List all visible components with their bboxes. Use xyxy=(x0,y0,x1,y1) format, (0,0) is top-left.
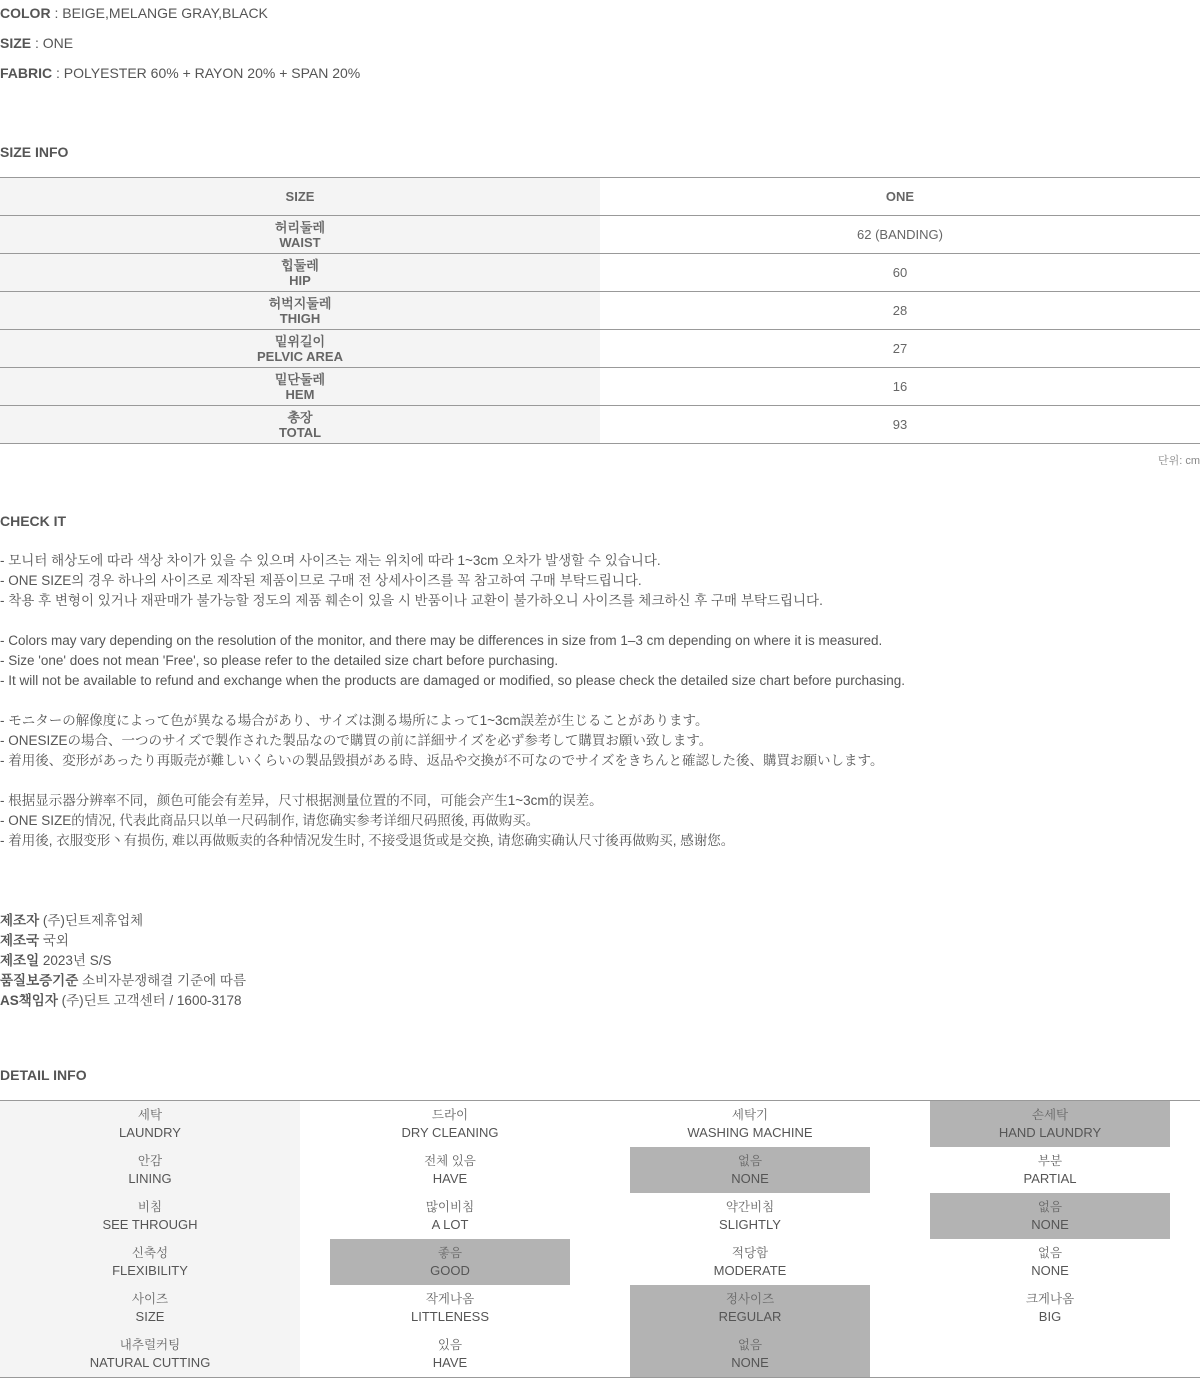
detail-option-inner xyxy=(630,1101,870,1147)
detail-row-label xyxy=(0,1285,300,1331)
spec-size xyxy=(0,35,73,51)
detail-option xyxy=(900,1331,1200,1377)
detail-option-ko: 작게나옴 xyxy=(425,1292,475,1306)
detail-label-en: LAUNDRY xyxy=(119,1125,181,1140)
maker-label: AS책임자 xyxy=(0,993,58,1008)
detail-row-label xyxy=(0,1331,300,1377)
detail-option-inner xyxy=(930,1285,1170,1331)
detail-option-ko: 없음 xyxy=(737,1338,763,1352)
detail-option-ko: 정사이즈 xyxy=(725,1292,775,1306)
detail-label-inner xyxy=(0,1147,300,1193)
detail-option-en: NONE xyxy=(1031,1263,1069,1278)
detail-label-en: NATURAL CUTTING xyxy=(89,1355,211,1370)
size-row-thigh xyxy=(0,291,1200,329)
detail-option-inner xyxy=(330,1331,570,1377)
detail-option-selected xyxy=(330,1239,570,1285)
detail-table xyxy=(0,1100,1200,1378)
detail-option xyxy=(300,1331,600,1377)
detail-option-ko: 없음 xyxy=(1037,1246,1063,1260)
check-group-en xyxy=(0,631,905,691)
detail-option-ko: 적당함 xyxy=(731,1246,769,1260)
detail-label-en: SEE THROUGH xyxy=(102,1217,198,1232)
spec-label: COLOR xyxy=(0,5,51,21)
check-it-title: CHECK IT xyxy=(0,513,67,529)
maker-line xyxy=(0,911,246,931)
size-row-label xyxy=(0,330,600,367)
detail-option-inner xyxy=(330,1193,570,1239)
detail-option-en: MODERATE xyxy=(713,1263,787,1278)
check-line: - 根据显示器分辨率不同，颜色可能会有差异，尺寸根据测量位置的不同，可能会产生1~3cm的误差。 xyxy=(0,793,603,808)
maker-value: 소비자분쟁해결 기준에 따름 xyxy=(78,973,246,988)
detail-label-en: FLEXIBILITY xyxy=(112,1263,188,1278)
maker-line xyxy=(0,951,246,971)
detail-option-inner xyxy=(630,1193,870,1239)
size-label-en: HIP xyxy=(289,272,311,288)
check-line: - It will not be available to refund and exchange when the products are damaged or modified, so please check the detailed size chart before purchasing. xyxy=(0,673,906,688)
detail-option xyxy=(300,1147,600,1193)
size-label-ko: 허벅지둘레 xyxy=(268,295,332,311)
size-table-header xyxy=(0,178,1200,215)
detail-label-inner xyxy=(0,1285,300,1331)
detail-option-selected xyxy=(930,1101,1170,1147)
detail-info-title: DETAIL INFO xyxy=(0,1067,87,1083)
detail-option-en: NONE xyxy=(731,1171,769,1186)
detail-label-ko: 내추럴커팅 xyxy=(119,1338,181,1352)
detail-label-en: LINING xyxy=(128,1171,172,1186)
maker-line xyxy=(0,971,246,991)
size-label-en: TOTAL xyxy=(278,424,322,440)
check-line: - Colors may vary depending on the resolution of the monitor, and there may be differences in size from 1–3 cm depending on where it is measured. xyxy=(0,633,883,648)
detail-row-label xyxy=(0,1239,300,1285)
detail-row-label xyxy=(0,1193,300,1239)
size-label-en: PELVIC AREA xyxy=(257,348,343,364)
size-row-label xyxy=(0,406,600,443)
spec-label: SIZE xyxy=(0,35,32,51)
detail-option xyxy=(600,1101,900,1147)
detail-option-inner xyxy=(930,1239,1170,1285)
maker-line xyxy=(0,991,246,1011)
size-row-pelvic xyxy=(0,329,1200,367)
maker-label: 제조자 xyxy=(0,913,40,928)
detail-option-en: LITTLENESS xyxy=(410,1309,490,1324)
check-line: - 着用後, 衣服变形丶有损伤, 难以再做贩卖的各种情况发生时, 不接受退货或是交换, 请您确实确认尺寸後再做购买, 感谢您。 xyxy=(0,833,735,848)
size-row-hem xyxy=(0,367,1200,405)
size-row-label xyxy=(0,368,600,405)
size-row-value: 93 xyxy=(892,417,908,432)
size-label-ko: 힙둘레 xyxy=(281,257,319,273)
detail-label-ko: 비침 xyxy=(137,1200,163,1214)
check-group-ko xyxy=(0,551,823,611)
detail-option-inner xyxy=(330,1285,570,1331)
detail-option-en: BIG xyxy=(1038,1309,1062,1324)
size-row-value: 16 xyxy=(892,379,908,394)
detail-label-ko: 사이즈 xyxy=(131,1292,169,1306)
maker-value: 2023년 S/S xyxy=(39,953,112,968)
detail-option-inner xyxy=(330,1101,570,1147)
size-label-en: HEM xyxy=(285,386,315,402)
check-line: - ONE SIZE的情况, 代表此商品只以单一尺码制作, 请您确实参考详细尺码照後, 再做购买。 xyxy=(0,813,540,828)
detail-option-en: SLIGHTLY xyxy=(719,1217,781,1232)
size-label-en: THIGH xyxy=(279,310,321,326)
detail-option-inner xyxy=(630,1239,870,1285)
detail-label-inner xyxy=(0,1101,300,1147)
detail-option xyxy=(900,1193,1200,1239)
detail-option-en: REGULAR xyxy=(718,1309,782,1324)
size-row-value: 60 xyxy=(892,265,908,280)
check-line: - 착용 후 변형이 있거나 재판매가 불가능할 정도의 제품 훼손이 있을 시 반품이나 교환이 불가하오니 사이즈를 체크하신 후 구매 부탁드립니다. xyxy=(0,593,823,608)
detail-option-inner xyxy=(930,1331,1170,1377)
detail-option xyxy=(300,1101,600,1147)
spec-color xyxy=(0,5,268,21)
detail-label-inner xyxy=(0,1193,300,1239)
spec-value: : POLYESTER 60% + RAYON 20% + SPAN 20% xyxy=(52,65,361,81)
detail-option-ko: 부분 xyxy=(1037,1154,1063,1168)
detail-label-ko: 신축성 xyxy=(131,1246,169,1260)
maker-value: (주)딘트제휴업체 xyxy=(39,913,144,928)
spec-fabric xyxy=(0,65,360,81)
detail-option xyxy=(900,1239,1200,1285)
detail-option-ko: 좋음 xyxy=(437,1246,463,1260)
size-label-ko: 밑위길이 xyxy=(274,333,326,349)
detail-label-inner xyxy=(0,1331,300,1377)
detail-option-en: NONE xyxy=(731,1355,769,1370)
detail-option xyxy=(900,1285,1200,1331)
size-header-label: SIZE xyxy=(0,178,600,215)
detail-option-en: GOOD xyxy=(430,1263,470,1278)
spec-value: : ONE xyxy=(31,35,74,51)
detail-option xyxy=(600,1239,900,1285)
spec-label: FABRIC xyxy=(0,65,53,81)
size-row-total xyxy=(0,405,1200,443)
detail-row-label xyxy=(0,1147,300,1193)
size-row-waist xyxy=(0,215,1200,253)
detail-option-en: WASHING MACHINE xyxy=(687,1125,813,1140)
detail-option xyxy=(300,1193,600,1239)
detail-row xyxy=(0,1285,1200,1331)
maker-value: 국외 xyxy=(39,933,69,948)
detail-option-selected xyxy=(630,1331,870,1377)
detail-row-label xyxy=(0,1101,300,1147)
detail-option xyxy=(600,1193,900,1239)
check-line: - モニターの解像度によって色が異なる場合があり、サイズは測る場所によって1~3cm誤差が生じることがあります。 xyxy=(0,713,709,728)
detail-option-en: A LOT xyxy=(431,1217,469,1232)
detail-option xyxy=(600,1331,900,1377)
size-row-value: 27 xyxy=(892,341,908,356)
detail-option-en: HAND LAUNDRY xyxy=(998,1125,1102,1140)
detail-label-en: SIZE xyxy=(135,1309,165,1324)
check-group-zh xyxy=(0,791,734,851)
size-row-hip xyxy=(0,253,1200,291)
detail-option xyxy=(900,1147,1200,1193)
maker-label: 제조일 xyxy=(0,953,40,968)
detail-option-ko: 손세탁 xyxy=(1031,1108,1069,1122)
detail-option-en: NONE xyxy=(1031,1217,1069,1232)
detail-option-selected xyxy=(630,1285,870,1331)
maker-line xyxy=(0,931,246,951)
detail-label-ko: 세탁 xyxy=(137,1108,163,1122)
detail-row xyxy=(0,1331,1200,1377)
detail-option-ko: 약간비침 xyxy=(725,1200,775,1214)
detail-option xyxy=(300,1285,600,1331)
size-label-en: WAIST xyxy=(279,234,321,250)
detail-option xyxy=(300,1239,600,1285)
detail-option-selected xyxy=(930,1193,1170,1239)
detail-label-inner xyxy=(0,1239,300,1285)
size-label-ko: 총장 xyxy=(287,409,313,425)
detail-option-ko: 크게나옴 xyxy=(1025,1292,1075,1306)
detail-row xyxy=(0,1239,1200,1285)
detail-option-ko: 없음 xyxy=(1037,1200,1063,1214)
detail-option xyxy=(900,1101,1200,1147)
detail-option-inner xyxy=(330,1147,570,1193)
detail-option-ko: 세탁기 xyxy=(731,1108,769,1122)
size-header-value: ONE xyxy=(885,189,915,204)
spec-value: : BEIGE,MELANGE GRAY,BLACK xyxy=(50,5,268,21)
detail-option-ko: 전체 있음 xyxy=(424,1154,476,1168)
detail-row xyxy=(0,1147,1200,1193)
detail-row xyxy=(0,1193,1200,1239)
size-row-value: 28 xyxy=(892,303,908,318)
size-row-label xyxy=(0,292,600,329)
detail-option-en: HAVE xyxy=(432,1171,468,1186)
detail-option-inner xyxy=(930,1147,1170,1193)
size-row-label xyxy=(0,254,600,291)
detail-option-ko: 있음 xyxy=(437,1338,463,1352)
size-row-value: 62 (BANDING) xyxy=(857,227,943,242)
detail-option-ko: 없음 xyxy=(737,1154,763,1168)
check-group-ja xyxy=(0,711,883,771)
detail-option-en: HAVE xyxy=(432,1355,468,1370)
detail-option-en: PARTIAL xyxy=(1023,1171,1077,1186)
size-info-title: SIZE INFO xyxy=(0,144,69,160)
size-label-ko: 밑단둘레 xyxy=(274,371,326,387)
size-row-label xyxy=(0,216,600,253)
detail-option xyxy=(600,1147,900,1193)
maker-label: 품질보증기준 xyxy=(0,973,79,988)
size-label-ko: 허리둘레 xyxy=(274,219,326,235)
detail-option-selected xyxy=(630,1147,870,1193)
maker-info xyxy=(0,911,246,1011)
check-line: - ONE SIZE의 경우 하나의 사이즈로 제작된 제품이므로 구매 전 상세사이즈를 꼭 참고하여 구매 부탁드립니다. xyxy=(0,573,642,588)
detail-option-ko: 드라이 xyxy=(431,1108,469,1122)
maker-value: (주)딘트 고객센터 / 1600-3178 xyxy=(57,993,242,1008)
maker-label: 제조국 xyxy=(0,933,40,948)
check-line: - ONESIZEの場合、一つのサイズで製作された製品なので購買の前に詳細サイズを必ず参考して購買お願い致します。 xyxy=(0,733,713,748)
detail-label-ko: 안감 xyxy=(137,1154,163,1168)
check-line: - 모니터 해상도에 따라 색상 차이가 있을 수 있으며 사이즈는 재는 위치에 따라 1~3cm 오차가 발생할 수 있습니다. xyxy=(0,553,661,568)
detail-option-ko: 많이비침 xyxy=(425,1200,475,1214)
size-table xyxy=(0,177,1200,444)
detail-option xyxy=(600,1285,900,1331)
detail-row xyxy=(0,1101,1200,1147)
detail-option-en: DRY CLEANING xyxy=(401,1125,499,1140)
check-line: - 着用後、変形があったり再販売が難しいくらいの製品毀損がある時、返品や交換が不可なのでサイズをきちんと確認した後、購買お願いします。 xyxy=(0,753,884,768)
unit-note: 단위: cm xyxy=(1157,455,1200,467)
check-line: - Size 'one' does not mean 'Free', so please refer to the detailed size chart before purchasing. xyxy=(0,653,559,668)
